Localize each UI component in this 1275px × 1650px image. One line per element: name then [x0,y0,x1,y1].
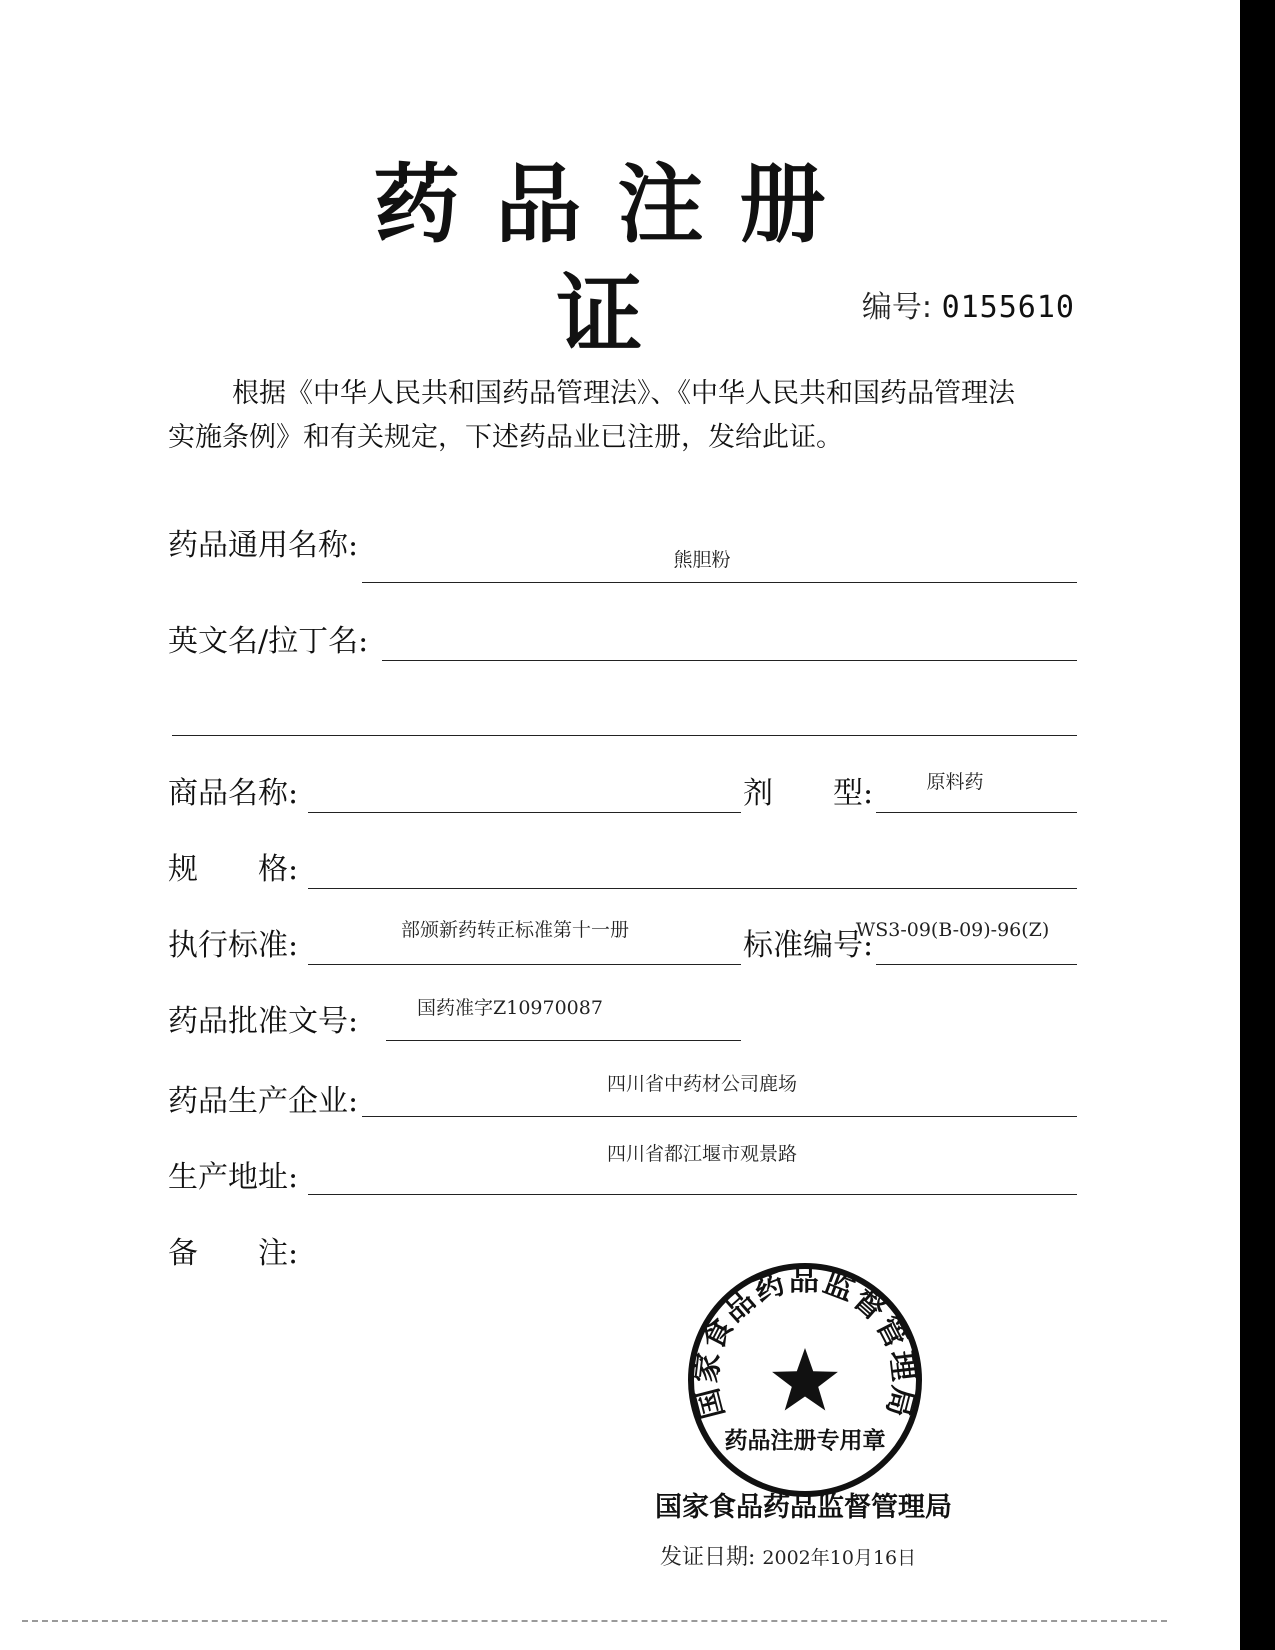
standard-line [308,964,741,965]
issue-date [660,1543,916,1573]
generic-name-value: 熊胆粉 [673,549,731,571]
dosage-form-line [876,812,1077,813]
svg-text:国家食品药品监督管理局 [689,1263,921,1422]
english-latin-name-line [382,660,1077,661]
seal-center-text: 药品注册专用章 [724,1428,886,1454]
registration-number-value: 0155610 [941,290,1075,325]
page-bottom-divider [22,1620,1167,1622]
specification-line [308,888,1077,889]
specification-label: 规 格: [168,852,299,887]
intro-paragraph [168,372,1088,460]
manufacturer-label: 药品生产企业: [168,1084,359,1119]
registration-number [862,288,1075,328]
english-latin-name-label: 英文名/拉丁名: [168,624,369,659]
approval-no-line [386,1040,741,1041]
issue-date-label: 发证日期: [660,1545,756,1570]
trade-name-label: 商品名称: [168,776,299,811]
manufacturer-value: 四川省中药材公司鹿场 [606,1073,797,1095]
issuing-authority: 国家食品药品监督管理局 [655,1492,952,1523]
scan-edge [1240,0,1275,1650]
generic-name-line [362,582,1077,583]
standard-value: 部颁新药转正标准第十一册 [400,919,629,941]
standard-no-value: WS3-09(B-09)-96(Z) [855,919,1050,941]
remarks-label: 备 注: [168,1236,299,1271]
intro-line-1: 根据《中华人民共和国药品管理法》、《中华人民共和国药品管理法 [232,378,1015,409]
dosage-form-value: 原料药 [926,771,984,793]
manufacturer-line [362,1116,1077,1117]
approval-no-label: 药品批准文号: [168,1004,359,1039]
dosage-form-label: 剂 型: [743,776,874,811]
star-icon [772,1348,838,1411]
english-latin-name-line-2 [172,735,1077,736]
intro-line-2: 实施条例》和有关规定，下述药品业已注册，发给此证。 [168,422,843,453]
registration-number-label: 编号: [861,290,933,325]
approval-no-value: 国药准字Z10970087 [417,997,603,1019]
standard-no-label: 标准编号: [743,928,874,963]
issue-date-value: 2002年10月16日 [762,1547,917,1569]
document-title: 药品注册证 [373,155,862,365]
trade-name-line [308,812,741,813]
address-value: 四川省都江堰市观景路 [606,1143,797,1165]
standard-no-line [876,964,1077,965]
generic-name-label: 药品通用名称: [168,528,359,563]
seal-ring-text: 国家食品药品监督管理局 [688,1263,922,1423]
address-label: 生产地址: [168,1160,299,1195]
standard-label: 执行标准: [168,928,299,963]
address-line [308,1194,1077,1195]
official-seal-stamp [685,1260,925,1500]
